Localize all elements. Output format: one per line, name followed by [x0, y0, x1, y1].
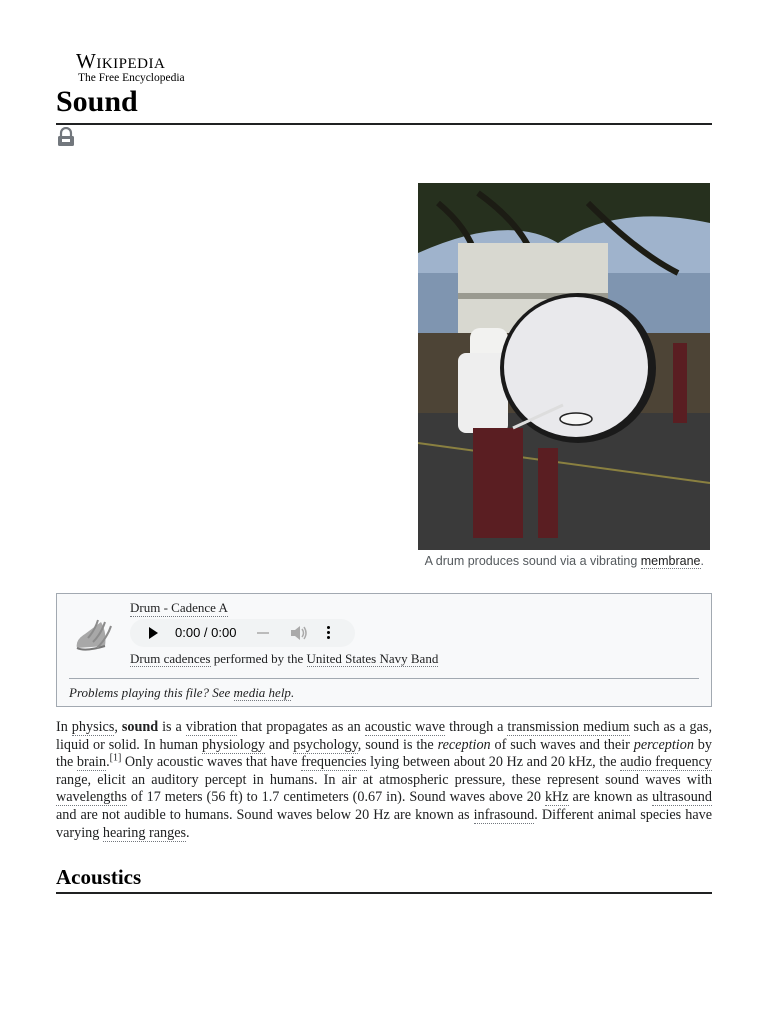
membrane-link[interactable]: membrane: [640, 554, 701, 568]
intro-text: that propagates as an: [237, 719, 365, 735]
intro-text: are known as: [568, 789, 653, 806]
transmission-medium-link[interactable]: transmission medium: [507, 719, 630, 735]
perception-italic: perception: [633, 736, 694, 753]
drum-cadences-link[interactable]: Drum cadences: [130, 651, 211, 666]
intro-text: of 17 meters (56 ft) to 1.7 centimeters (0.67 in). Sound waves above 20: [126, 789, 545, 806]
speaker-icon: [71, 612, 115, 656]
section-heading-acoustics: Acoustics: [56, 864, 712, 894]
seek-bar[interactable]: [257, 632, 269, 634]
page-title: Sound: [56, 84, 712, 125]
media-help-end: .: [290, 685, 295, 700]
audio-player: [130, 619, 355, 647]
intro-text: ,: [114, 719, 122, 735]
physiology-link[interactable]: physiology: [201, 736, 266, 753]
navy-band-link[interactable]: United States Navy Band: [306, 651, 439, 666]
physics-link[interactable]: physics: [71, 719, 115, 735]
intro-text: , sound is the: [357, 736, 438, 753]
intro-text: In: [56, 719, 72, 735]
sound-bold: sound: [121, 719, 159, 735]
caption-text: A drum produces sound via a vibrating: [424, 554, 641, 568]
psychology-link[interactable]: psychology: [293, 736, 358, 753]
image-caption: [418, 553, 710, 569]
logo-wordmark: Wikipedia: [76, 49, 166, 73]
ultrasound-link[interactable]: ultrasound: [652, 789, 712, 806]
media-divider: [69, 678, 699, 679]
intro-text: range, elicit an auditory percept in humans. In air at atmospheric pressure, these represent sound waves with: [56, 771, 712, 788]
intro-text: .: [106, 754, 110, 771]
intro-paragraph: [56, 719, 712, 842]
wikipedia-logo[interactable]: [76, 50, 216, 84]
intro-text: .: [186, 824, 190, 841]
media-help-link[interactable]: media help: [233, 685, 291, 700]
intro-text: of such waves and their: [490, 736, 634, 753]
intro-text: and are not audible to humans. Sound waves below 20 Hz are known as: [56, 806, 474, 823]
wavelengths-link[interactable]: wavelengths: [56, 789, 127, 806]
caption-end: .: [700, 554, 704, 568]
reference-1-link[interactable]: [1]: [109, 752, 122, 764]
audio-file-title-link[interactable]: Drum - Cadence A: [130, 600, 228, 615]
logo-tagline: The Free Encyclopedia: [78, 72, 185, 84]
intro-text: is a: [158, 719, 186, 735]
hearing-ranges-link[interactable]: hearing ranges: [102, 824, 187, 841]
volume-icon[interactable]: [290, 625, 308, 641]
audio-media-box: [56, 593, 712, 707]
intro-text: by the: [56, 736, 712, 771]
acoustic-wave-link[interactable]: acoustic wave: [364, 719, 446, 735]
infrasound-link[interactable]: infrasound: [473, 806, 535, 823]
intro-text: . Different animal species have varying: [56, 806, 713, 841]
khz-link[interactable]: kHz: [544, 789, 569, 806]
intro-text: through a: [445, 719, 508, 735]
audio-description: [130, 651, 438, 667]
intro-text: such as a gas, liquid or solid. In human: [56, 719, 712, 753]
intro-text: Only acoustic waves that have: [121, 754, 302, 771]
intro-text: lying between about 20 Hz and 20 kHz, the: [366, 754, 621, 771]
protection-lock-icon[interactable]: [56, 127, 76, 147]
intro-text: and: [265, 736, 294, 753]
media-help-note: [69, 685, 294, 701]
playback-time: 0:00 / 0:00: [175, 625, 237, 640]
frequencies-link[interactable]: frequencies: [301, 754, 367, 771]
marching-drummer-image[interactable]: [418, 183, 710, 550]
play-icon[interactable]: [149, 627, 158, 639]
reception-italic: reception: [437, 736, 491, 753]
infobox: [418, 183, 710, 569]
brain-link[interactable]: brain: [76, 754, 107, 771]
audio-desc-text: performed by the: [210, 651, 307, 666]
audio-frequency-link[interactable]: audio frequency: [620, 754, 713, 771]
vibration-link[interactable]: vibration: [185, 719, 238, 735]
media-help-text: Problems playing this file? See: [69, 685, 234, 700]
more-options-icon[interactable]: [327, 626, 331, 640]
